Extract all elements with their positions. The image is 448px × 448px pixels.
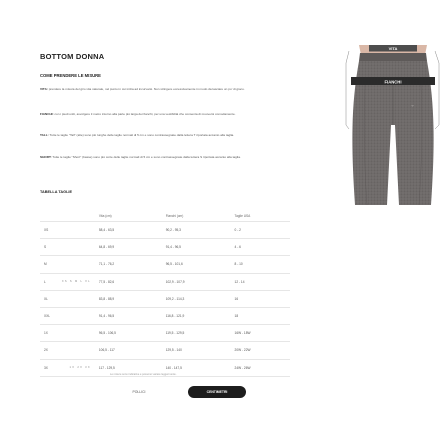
us-size-cell: 16 xyxy=(234,290,290,307)
us-size-cell: 16W - 18W xyxy=(234,325,290,342)
column-header: Vita (cm) xyxy=(98,213,112,218)
waist-cell: 64,8 - 69,9 xyxy=(98,239,165,256)
table-row xyxy=(40,307,290,324)
waist-cell: 77,5 - 82,6 xyxy=(98,273,165,290)
instruction-hips xyxy=(40,112,285,117)
size-label: L xyxy=(44,279,46,284)
size-label: XS xyxy=(44,228,49,233)
column-header: Taglie USA xyxy=(234,213,251,218)
table-row xyxy=(40,222,290,239)
table-row xyxy=(40,239,290,256)
table-row xyxy=(40,325,290,342)
size-label: 1X xyxy=(44,331,48,336)
size-cell xyxy=(40,222,98,239)
us-size-cell: 0 - 2 xyxy=(234,222,290,239)
hips-cell: 102,9 - 107,9 xyxy=(165,273,234,290)
instruction-label: FIANCHI: xyxy=(40,112,54,116)
waist-label: VITA xyxy=(388,46,398,51)
size-label: XXL xyxy=(44,314,51,319)
waist-cell: 117 - 129,5 xyxy=(98,359,165,376)
centimeters-button[interactable]: CENTIMETRI xyxy=(188,386,246,398)
size-label: XL xyxy=(44,296,48,301)
hips-cell: 109,2 - 114,3 xyxy=(165,290,234,307)
size-scale: 1X 2X 3X xyxy=(69,366,91,370)
size-label: 2X xyxy=(44,348,48,353)
hips-cell: 96,5 - 101,6 xyxy=(165,256,234,273)
size-cell xyxy=(40,359,98,376)
column-header xyxy=(40,210,98,222)
instruction-label: VITA: xyxy=(40,87,48,91)
size-cell xyxy=(40,307,98,324)
table-header-row xyxy=(40,210,290,222)
waist-cell: 83,8 - 88,9 xyxy=(98,290,165,307)
table-row xyxy=(40,256,290,273)
column-header: Fianchi (cm) xyxy=(165,213,184,218)
instruction-short xyxy=(40,155,285,160)
waist-cell: 96,5 - 106,5 xyxy=(98,325,165,342)
measure-subtitle: COME PRENDERE LE MISURE xyxy=(40,73,101,78)
hips-cell: 116,8 - 121,9 xyxy=(165,307,234,324)
hips-cell: 119,5 - 129,5 xyxy=(165,325,234,342)
leggings-figure xyxy=(345,45,441,205)
us-size-cell: 12 - 14 xyxy=(234,273,290,290)
inches-button[interactable]: POLLICI xyxy=(132,390,146,394)
us-size-cell: 8 - 10 xyxy=(234,256,290,273)
instruction-tall xyxy=(40,133,285,138)
hips-cell: 140 - 147,5 xyxy=(165,359,234,376)
disclaimer-note: Le misure sono indicative e possono variare leggermente. xyxy=(110,373,177,376)
unit-toggle xyxy=(108,386,246,398)
hips-cell: 91,4 - 96,5 xyxy=(165,239,234,256)
hips-label: FIANCHI xyxy=(384,79,402,85)
instruction-text: con i piedi uniti, avvolgere il metro intorno alla parte più larga dei fianchi, per una vestibilità che consenta di muoversi comodamente. xyxy=(54,112,236,116)
waist-cell: 91,4 - 96,5 xyxy=(98,307,165,324)
table-row xyxy=(40,273,290,290)
waist-cell: 106,5 - 117 xyxy=(98,342,165,359)
size-cell xyxy=(40,239,98,256)
size-label: 3X xyxy=(44,365,48,370)
size-label: S xyxy=(44,245,47,250)
size-cell xyxy=(40,342,98,359)
instruction-label: TALL: xyxy=(40,133,49,137)
hips-cell: 90,2 - 95,3 xyxy=(165,222,234,239)
waist-cell: 58,4 - 63,5 xyxy=(98,222,165,239)
instruction-label: SHORT: xyxy=(40,155,52,159)
page-title: BOTTOM DONNA xyxy=(40,52,105,61)
size-label: M xyxy=(44,262,47,267)
size-cell xyxy=(40,273,98,290)
table-row xyxy=(40,342,290,359)
instruction-text: Tutte le taglie "Short" (basse) sono più corte delle taglie normali di 5 cm e sono contrassegnate dalla lettera S riportata accanto alla taglia. xyxy=(52,155,241,159)
leggings-illustration xyxy=(345,45,441,205)
size-cell xyxy=(40,290,98,307)
size-table xyxy=(40,210,290,377)
size-table-title: TABELLA TAGLIE xyxy=(40,190,72,194)
us-size-cell: 4 - 6 xyxy=(234,239,290,256)
us-size-cell: 18 xyxy=(234,307,290,324)
table-row xyxy=(40,290,290,307)
waist-cell: 71,1 - 76,2 xyxy=(98,256,165,273)
hips-cell: 129,5 - 140 xyxy=(165,342,234,359)
instruction-text: prendere la misura del giro vita naturale, nel punto in cui inizia ad incurvarsi. Non stringere eccessivamente in modo da lasciare un po' di gioco. xyxy=(48,87,245,91)
instruction-waist xyxy=(40,87,285,92)
size-cell xyxy=(40,325,98,342)
us-size-cell: 20W - 22W xyxy=(234,342,290,359)
size-cell xyxy=(40,256,98,273)
size-scale: XS S M L XL xyxy=(61,280,91,284)
instruction-text: Tutte le taglie "Tall" (alte) sono più lunghe delle taglie normali di 5 cm e sono contrassegnate dalla lettera T riportata accanto alla taglia. xyxy=(49,133,235,137)
us-size-cell: 24W - 26W xyxy=(234,359,290,376)
